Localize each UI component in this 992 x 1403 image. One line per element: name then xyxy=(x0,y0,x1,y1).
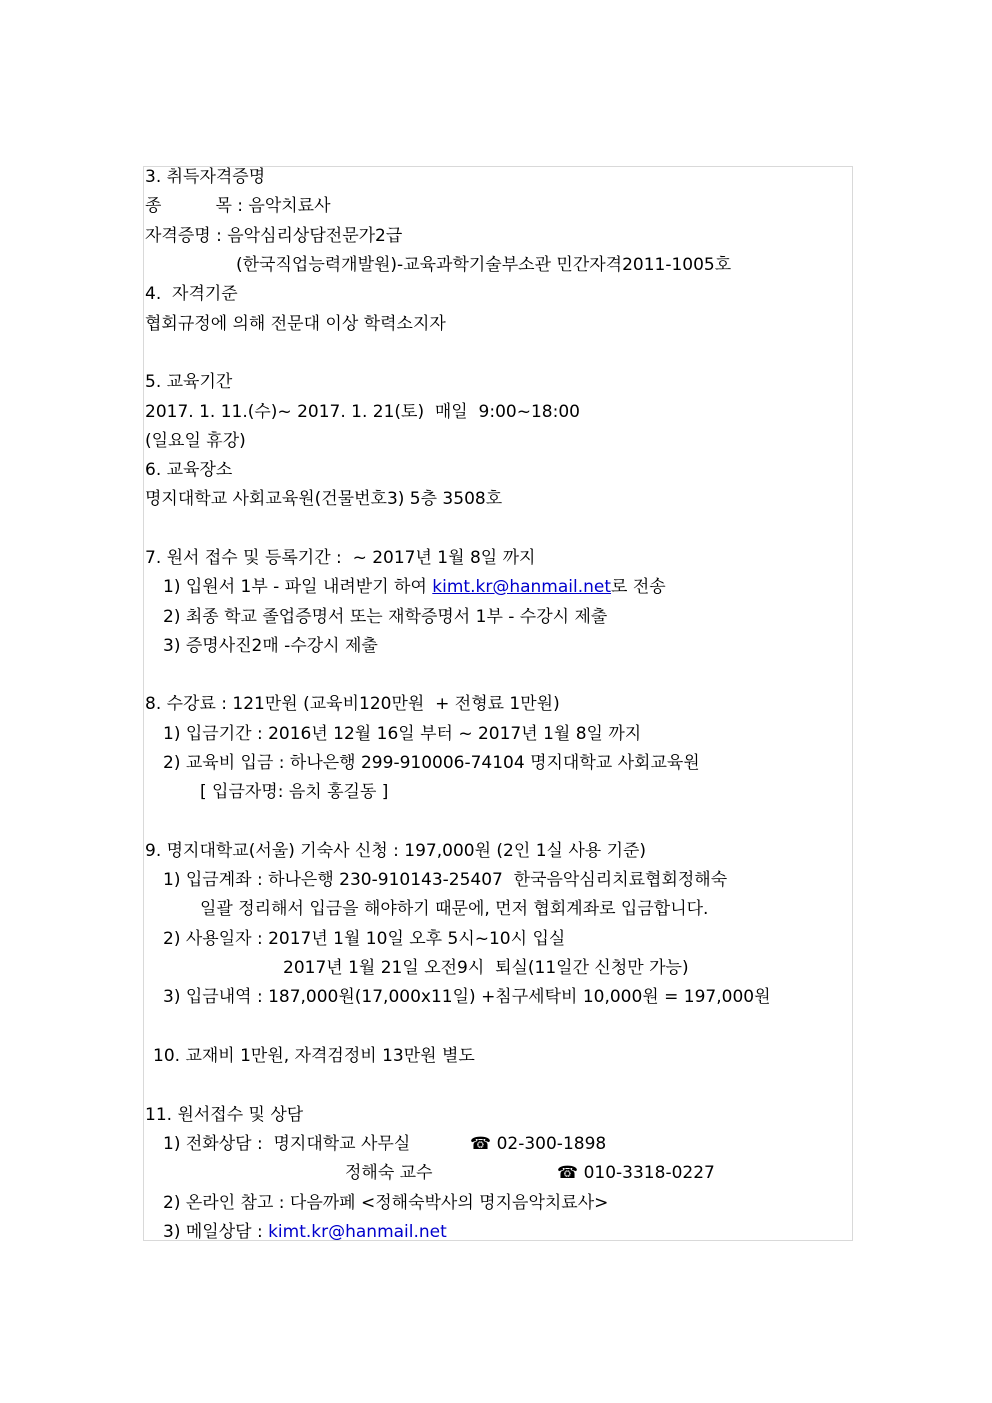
s11-item-1-label: 1) 전화상담 : 명지대학교 사무실 xyxy=(163,1134,411,1154)
contact-email[interactable]: kimt.kr@hanmail.net xyxy=(268,1222,447,1242)
section-6-heading: 6. 교육장소 xyxy=(145,460,233,480)
s7-item-1-text: 1) 입원서 1부 - 파일 내려받기 하여 xyxy=(163,577,433,597)
section-5-heading: 5. 교육기간 xyxy=(145,372,233,392)
s9-item-1-note: 일괄 정리해서 입금을 해야하기 때문에, 먼저 협회계좌로 입금합니다. xyxy=(200,899,709,919)
education-period: 2017. 1. 11.(수)~ 2017. 1. 21(토) 매일 9:00~18:00 xyxy=(145,402,580,422)
phone-icon: ☎ xyxy=(470,1134,492,1154)
s8-item-2: 2) 교육비 입금 : 하나은행 299-910006-74104 명지대학교 사회교육원 xyxy=(163,753,700,773)
education-period-note: (일요일 휴강) xyxy=(145,431,246,451)
cert-label: 자격증명 : xyxy=(145,226,228,246)
s7-item-1 xyxy=(163,576,666,598)
section-4-text: 협회규정에 의해 전문대 이상 학력소지자 xyxy=(145,314,446,334)
phone-icon: ☎ xyxy=(557,1163,579,1183)
kind-label: 종 목 : xyxy=(145,196,244,216)
qualification-kind xyxy=(145,195,331,217)
office-phone-number: 02-300-1898 xyxy=(496,1134,607,1154)
section-9-heading: 9. 명지대학교(서울) 기숙사 신청 : 197,000원 (2인 1실 사용 기준) xyxy=(145,841,647,861)
section-3-heading: 3. 취득자격증명 xyxy=(145,167,266,187)
s7-item-3: 3) 증명사진2매 -수강시 제출 xyxy=(163,636,378,656)
section-11-heading: 11. 원서접수 및 상담 xyxy=(145,1105,304,1125)
education-place: 명지대학교 사회교육원(건물번호3) 5층 3508호 xyxy=(145,489,503,509)
email-link[interactable]: kimt.kr@hanmail.net xyxy=(432,577,612,597)
s11-item-2: 2) 온라인 참고 : 다음까페 <정해숙박사의 명지음악치료사> xyxy=(163,1193,609,1213)
s8-item-1: 1) 입금기간 : 2016년 12월 16일 부터 ~ 2017년 1월 8일 까지 xyxy=(163,724,642,744)
s7-item-2: 2) 최종 학교 졸업증명서 또는 재학증명서 1부 - 수강시 제출 xyxy=(163,607,608,627)
s9-item-1: 1) 입금계좌 : 하나은행 230-910143-25407 한국음악심리치료협회정해숙 xyxy=(163,870,728,890)
section-4-heading: 4. 자격기준 xyxy=(145,284,238,304)
kind-value: 음악치료사 xyxy=(243,196,331,216)
cert-note: (한국직업능력개발원)-교육과학기술부소관 민간자격2011-1005호 xyxy=(236,255,732,275)
s11-item-1-phone xyxy=(470,1133,606,1155)
s11-item-3-label: 3) 메일상담 : xyxy=(163,1222,269,1242)
s8-item-2-note: [ 입금자명: 음치 홍길동 ] xyxy=(200,782,389,802)
s9-item-3: 3) 입금내역 : 187,000원(17,000x11일) +침구세탁비 10,000원 = 197,000원 xyxy=(163,987,771,1007)
section-10-text: 10. 교재비 1만원, 자격검정비 13만원 별도 xyxy=(153,1046,475,1066)
section-8-heading: 8. 수강료 : 121만원 (교육비120만원 + 전형료 1만원) xyxy=(145,694,560,714)
cert-value: 음악심리상담전문가2급 xyxy=(227,226,403,246)
s9-item-2: 2) 사용일자 : 2017년 1월 10일 오후 5시~10시 입실 xyxy=(163,929,566,949)
s7-item-1-suffix: 로 전송 xyxy=(611,577,666,597)
s11-item-3 xyxy=(163,1221,447,1243)
s11-item-1b-label: 정해숙 교수 xyxy=(345,1163,433,1183)
section-7-heading: 7. 원서 접수 및 등록기간 : ~ 2017년 1월 8일 까지 xyxy=(145,548,536,568)
s9-item-2-note: 2017년 1월 21일 오전9시 퇴실(11일간 신청만 가능) xyxy=(283,958,689,978)
qualification-cert xyxy=(145,225,402,247)
professor-phone-number: 010-3318-0227 xyxy=(583,1163,715,1183)
s11-item-1b-phone xyxy=(557,1162,715,1184)
